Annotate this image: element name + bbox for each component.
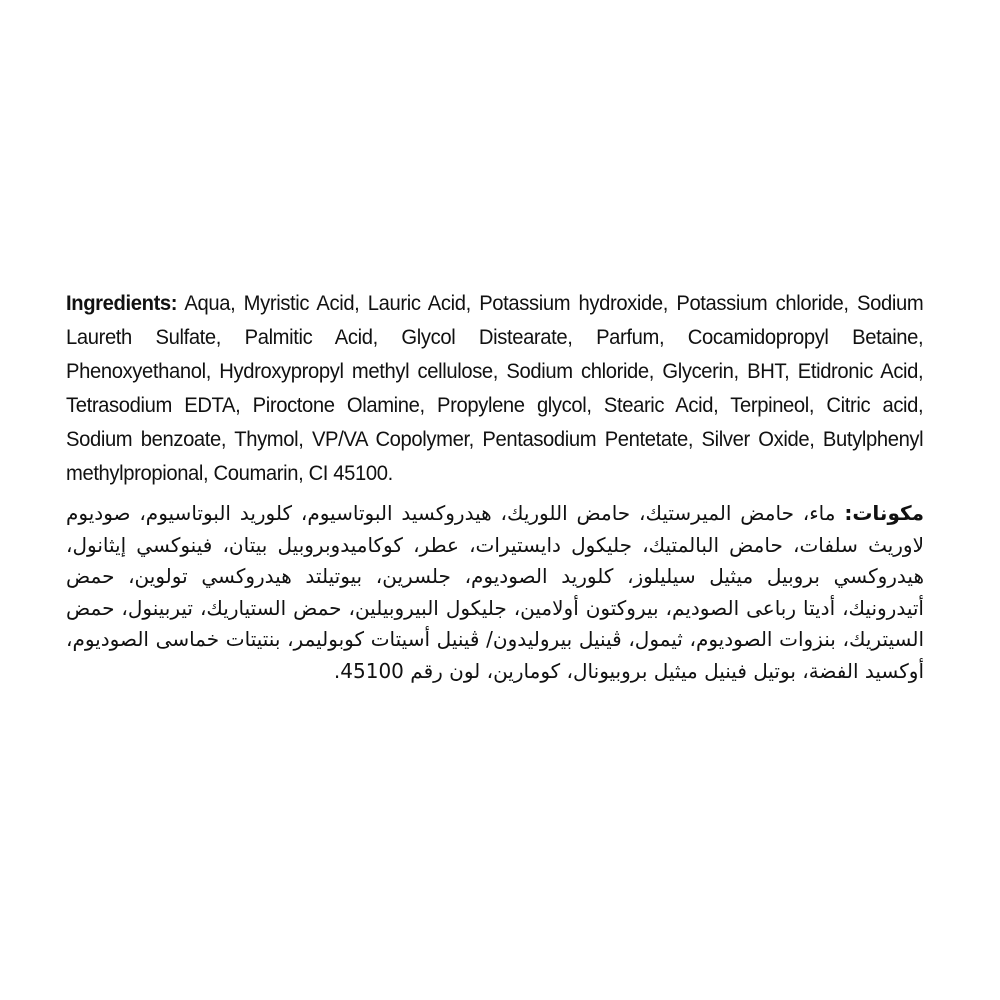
arabic-ingredients (66, 498, 924, 687)
arabic-ingredient-list: ماء، حامض الميرستيك، حامض اللوريك، هيدروكسيد البوتاسيوم، كلوريد البوتاسيوم، صوديوم لاوريث سلفات، حامض البالمتيك، جليكول دايستيرات، عطر، كوكاميدوبروبيل بيتان، فينوكسي إيثانول، هيدروكسي بروبيل ميثيل سيليلوز، كلوريد الصوديوم، جلسرين، بيوتيلتد هيدروكسي تولوين، حمض أتيدرونيك، أديتا رباعى الصوديم، بيروكتون أولامين، جليكول البيروبيلين، حمض الستياريك، تيربينول، حمض السيتريك، بنزوات الصوديوم، ثيمول، ڤينيل بيروليدون/ ڤينيل أسيتات كوبوليمر، بنتيتات خماسى الصوديوم، أوكسيد الفضة، بوتيل فينيل ميثيل بروبيونال، كومارين، لون رقم 45100. (66, 501, 924, 683)
english-ingredients (66, 286, 923, 490)
arabic-heading: مكونات: (844, 501, 924, 525)
ingredients-label (66, 286, 924, 687)
english-heading: Ingredients: (66, 291, 178, 315)
english-ingredient-list: Aqua, Myristic Acid, Lauric Acid, Potassium hydroxide, Potassium chloride, Sodium Laureth Sulfate, Palmitic Acid, Glycol Distearate, Parfum, Cocamidopropyl Betaine, Phenoxyethanol, Hydroxypropyl methyl cellulose, Sodium chloride, Glycerin, BHT, Etidronic Acid, Tetrasodium EDTA, Piroctone Olamine, Propylene glycol, Stearic Acid, Terpineol, Citric acid, Sodium benzoate, Thymol, VP/VA Copolymer, Pentasodium Pentetate, Silver Oxide, Butylphenyl methylpropional, Coumarin, CI 45100. (66, 291, 924, 485)
